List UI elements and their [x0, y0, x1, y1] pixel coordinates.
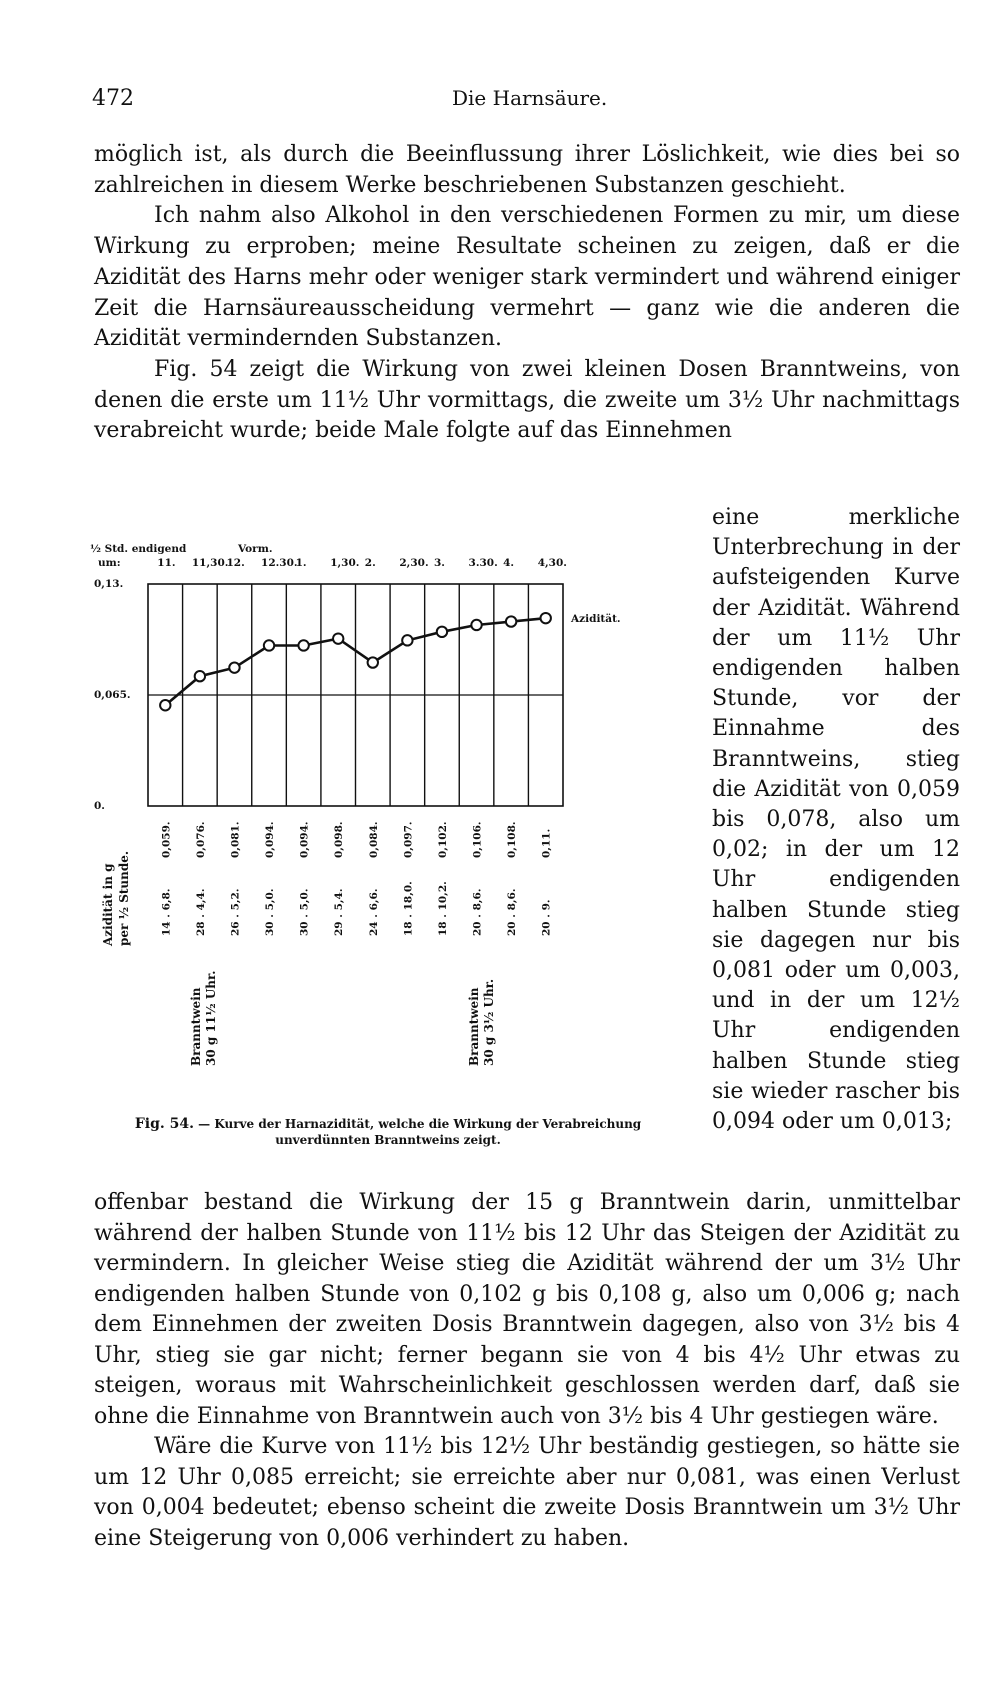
figure-caption-text: — Kurve der Harnazidität, welche die Wirkung der Verabreichung unverdünnten Branntweins zeigt. — [198, 1117, 642, 1147]
volume-label: 30 . 5,0. — [298, 888, 311, 936]
value-label: 0,102. — [436, 821, 449, 858]
x-tick-label: 4. — [503, 557, 515, 569]
data-point — [437, 627, 447, 637]
paragraph-3: Fig. 54 zeigt die Wirkung von zwei kleinen Dosen Branntweins, von denen die erste um 11½ Uhr vormittags, die zweite um 3½ Uhr nachmittags verabreicht wurde; beide Male folgte auf das Einnehmen — [94, 356, 960, 444]
paragraph-4: Wäre die Kurve von 11½ bis 12½ Uhr beständig gestiegen, so hätte sie um 12 Uhr 0,085 erreicht; sie erreichte aber nur 0,081, was einen Verlust von 0,004 bedeutet; ebenso scheint die zweite Dosis Branntwein um 3½ Uhr eine Steigerung von 0,006 verhindert zu haben. — [94, 1434, 960, 1551]
volume-label: 26 . 5,2. — [229, 888, 242, 936]
value-label: 0,059. — [160, 821, 173, 858]
data-point — [298, 640, 308, 650]
figure-54 — [88, 520, 688, 1170]
volume-label: 30 . 5,0. — [264, 888, 277, 936]
value-label: 0,076. — [194, 821, 207, 858]
x-tick-label: 1,30. — [330, 557, 360, 569]
dose1-label-line2: 30 g 11½ Uhr. — [204, 970, 218, 1066]
value-label: 0,097. — [402, 821, 415, 858]
x-tick-label: 4,30. — [537, 557, 567, 569]
value-label: 0,098. — [333, 821, 346, 858]
volume-label: 24 . 6,6. — [367, 888, 380, 936]
x-tick-label: 3. — [433, 557, 445, 569]
volume-label: 20 . 8,6. — [506, 888, 519, 936]
y-tick-label: 0,13. — [94, 578, 124, 590]
running-title: Die Harnsäure. — [452, 86, 608, 110]
x-tick-label: 2. — [364, 557, 376, 569]
dose2-label-line2: 30 g 3½ Uhr. — [482, 978, 496, 1066]
value-label: 0,094. — [298, 821, 311, 858]
x-tick-label: 11,30. — [191, 557, 229, 569]
dose1-label-line1: Branntwein — [189, 987, 203, 1066]
paragraph-3-continued: offenbar bestand die Wirkung der 15 g Branntwein darin, unmittelbar während der halben Stunde von 11½ bis 12 Uhr das Steigen der Azidität zu vermindern. In gleicher Weise stieg die Azidität während der um 3½ Uhr endigenden halben Stunde von 0,102 g bis 0,108 g, also um 0,006 g; nach dem Einnehmen der zweiten Dosis Branntwein dagegen, also von 3½ bis 4 Uhr, stieg sie gar nicht; ferner begann sie von 4 bis 4½ Uhr etwas zu steigen, woraus mit Wahrscheinlichkeit geschlossen werden darf, daß sie ohne die Einnahme von Branntwein auch von 3½ bis 4 Uhr gestiegen wäre. — [94, 1190, 960, 1429]
value-label: 0,108. — [506, 821, 519, 858]
chart-header-vorm: Vorm. — [238, 543, 273, 555]
x-tick-label: 1. — [295, 557, 307, 569]
paragraph-3-wrap: eine merkliche Unterbrechung in der aufsteigenden Kurve der Azidität. Während der um 11½ Uhr endigenden halben Stunde, vor der Einnahme des Branntweins, stieg die Azidität von 0,059 bis 0,078, also um 0,02; in der um 12 Uhr endigenden halben Stunde stieg sie dagegen nur bis 0,081 oder um 0,003, und in der um 12½ Uhr endigenden halben Stunde stieg sie wieder rascher bis 0,094 oder um 0,013; — [712, 505, 960, 1135]
acidity-chart — [88, 520, 688, 1120]
figure-caption — [88, 1116, 688, 1148]
volume-label: 18 . 10,2. — [436, 881, 449, 936]
x-tick-label: 3.30. — [468, 557, 498, 569]
volume-label: 28 . 4,4. — [194, 888, 207, 936]
data-point — [264, 640, 274, 650]
value-label: 0,11. — [540, 828, 553, 858]
data-point — [402, 635, 412, 645]
data-point — [368, 657, 378, 667]
x-tick-label: 2,30. — [399, 557, 429, 569]
value-label: 0,094. — [264, 821, 277, 858]
value-label: 0,084. — [367, 821, 380, 858]
x-tick-label: 12.30. — [261, 557, 298, 569]
data-point — [229, 662, 239, 672]
page-header — [92, 86, 940, 116]
y-tick-label: 0,065. — [94, 689, 131, 701]
volume-label: 20 . 9. — [540, 899, 553, 936]
volume-label: 29 . 5,4. — [333, 888, 346, 936]
page-number: 472 — [92, 86, 134, 111]
volume-label: 14 . 6,8. — [160, 888, 173, 936]
dose2-label-line1: Branntwein — [467, 987, 481, 1066]
data-point — [471, 620, 481, 630]
y-axis-label-line2: per ½ Stunde. — [117, 850, 131, 946]
text-wrap-column — [712, 503, 960, 1137]
chart-header-row2-prefix: um: — [98, 557, 121, 569]
paragraph-2: Ich nahm also Alkohol in den verschiedenen Formen zu mir, um diese Wirkung zu erproben; meine Resultate scheinen zu zeigen, daß er die Azidität des Harns mehr oder weniger stark vermindert und während einiger Zeit die Harnsäureausscheidung vermehrt — ganz wie die anderen die Azidität vermindernden Substanzen. — [94, 203, 960, 352]
volume-label: 18 . 18,0. — [402, 881, 415, 936]
text-block-bottom — [94, 1188, 960, 1554]
y-tick-label: 0. — [94, 800, 105, 812]
series-label: Azidität. — [571, 613, 621, 626]
volume-label: 20 . 8,6. — [471, 888, 484, 936]
x-tick-label: 11. — [157, 557, 176, 569]
y-axis-label-line1: Azidität in g — [101, 863, 115, 946]
data-point — [160, 700, 170, 710]
value-label: 0,106. — [471, 821, 484, 858]
data-point — [195, 671, 205, 681]
data-point — [541, 613, 551, 623]
data-point — [333, 633, 343, 643]
value-label: 0,081. — [229, 821, 242, 858]
chart-header-row1: ½ Std. endigend — [90, 543, 187, 555]
paragraph-1: möglich ist, als durch die Beeinflussung ihrer Löslichkeit, wie dies bei so zahlreichen in diesem Werke beschriebenen Substanzen geschieht. — [94, 142, 960, 198]
x-tick-label: 12. — [226, 557, 245, 569]
data-point — [506, 616, 516, 626]
text-block-top — [94, 140, 960, 447]
figure-caption-label: Fig. 54. — [134, 1116, 194, 1132]
